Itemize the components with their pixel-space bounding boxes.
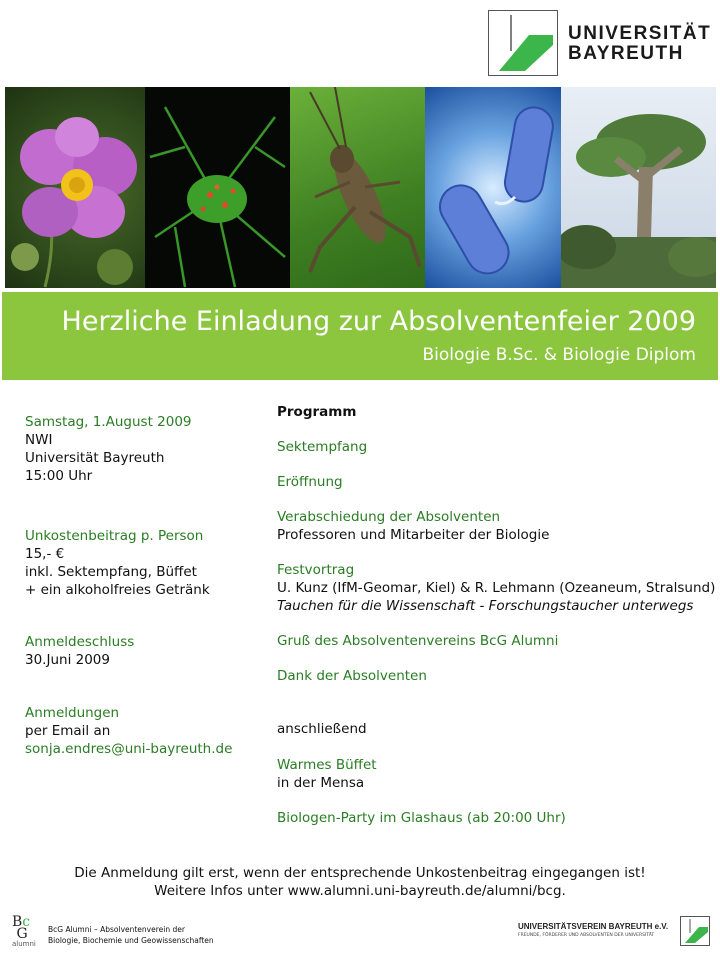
bueffet-title: Warmes Büffet <box>277 757 377 773</box>
logo-line-1: UNIVERSITÄT <box>568 23 712 44</box>
cricket-icon <box>290 87 425 288</box>
bcg-mark-label: alumni <box>12 940 36 948</box>
neuron-icon <box>145 87 290 288</box>
verabschiedung-detail: Professoren und Mitarbeiter der Biologie <box>277 527 550 543</box>
verein-name: UNIVERSITÄTSVEREIN BAYREUTH e.V. <box>518 922 669 931</box>
logo-mark-icon <box>488 10 558 76</box>
programm-item-gruss: Gruß des Absolventenvereins BcG Alumni <box>277 633 559 649</box>
deadline-date: 30.Juni 2009 <box>25 652 110 668</box>
verein-tagline: FREUNDE, FÖRDERER UND ABSOLVENTEN DER UNIVERSITÄT <box>518 933 655 938</box>
location-line: Universität Bayreuth <box>25 450 165 466</box>
bacteria-icon <box>425 87 561 288</box>
verein-mark-icon <box>680 916 710 946</box>
programm-item-sektempfang: Sektempfang <box>277 439 368 455</box>
registration-email-link[interactable]: sonja.endres@uni-bayreuth.de <box>25 741 233 757</box>
title-banner <box>2 292 718 380</box>
programm-item-party: Biologen-Party im Glashaus (ab 20:00 Uhr) <box>277 810 566 826</box>
programm-heading: Programm <box>277 404 357 420</box>
verabschiedung-title: Verabschiedung der Absolventen <box>277 509 501 525</box>
bueffet-detail: in der Mensa <box>277 775 365 791</box>
footer-note <box>0 864 720 900</box>
programm-item-dank: Dank der Absolventen <box>277 668 427 684</box>
university-logo <box>488 10 716 80</box>
footer-note-line-1: Die Anmeldung gilt erst, wenn der entsprechende Unkostenbeitrag eingegangen ist! <box>74 865 646 881</box>
programm-item-eroeffnung: Eröffnung <box>277 474 343 490</box>
time-line: 15:00 Uhr <box>25 468 93 484</box>
bcg-line-1: BcG Alumni – Absolventenverein der <box>48 925 185 934</box>
logo-line-2: BAYREUTH <box>568 43 684 64</box>
registration-block <box>25 704 232 758</box>
banner-subtitle: Biologie B.Sc. & Biologie Diplom <box>422 345 696 365</box>
footer-note-line-2: Weitere Infos unter www.alumni.uni-bayreuth.de/alumni/bcg. <box>154 883 566 899</box>
festvortrag-topic: Tauchen für die Wissenschaft - Forschungstaucher unterwegs <box>277 598 694 614</box>
programm-anschliessend: anschließend <box>277 721 367 737</box>
bcg-line-2: Biologie, Biochemie und Geowissenschaften <box>48 936 214 945</box>
cost-block <box>25 527 210 599</box>
festvortrag-speakers: U. Kunz (IfM-Geomar, Kiel) & R. Lehmann (Ozeaneum, Stralsund) <box>277 580 716 596</box>
programm-item-verabschiedung <box>277 508 549 544</box>
registration-line: per Email an <box>25 723 111 739</box>
cost-line: inkl. Sektempfang, Büffet <box>25 564 197 580</box>
date-heading: Samstag, 1.August 2009 <box>25 414 192 430</box>
banner-title: Herzliche Einladung zur Absolventenfeier 2009 <box>61 306 696 337</box>
cost-line: 15,- € <box>25 546 65 562</box>
event-date-block <box>25 413 192 485</box>
dragon-tree-icon <box>561 87 716 288</box>
programm-item-festvortrag <box>277 561 715 615</box>
deadline-heading: Anmeldeschluss <box>25 634 135 650</box>
location-line: NWI <box>25 432 53 448</box>
registration-heading: Anmeldungen <box>25 705 120 721</box>
photo-strip <box>5 87 716 288</box>
bcg-mark-icon: Bc G alumni <box>12 916 42 952</box>
universitaetsverein-logo <box>518 914 716 950</box>
deadline-block <box>25 633 134 669</box>
cost-line: + ein alkoholfreies Getränk <box>25 582 210 598</box>
bcg-alumni-logo <box>10 914 270 954</box>
programm-item-bueffet <box>277 756 377 792</box>
flower-icon <box>5 87 145 288</box>
festvortrag-title: Festvortrag <box>277 562 355 578</box>
cost-heading: Unkostenbeitrag p. Person <box>25 528 204 544</box>
